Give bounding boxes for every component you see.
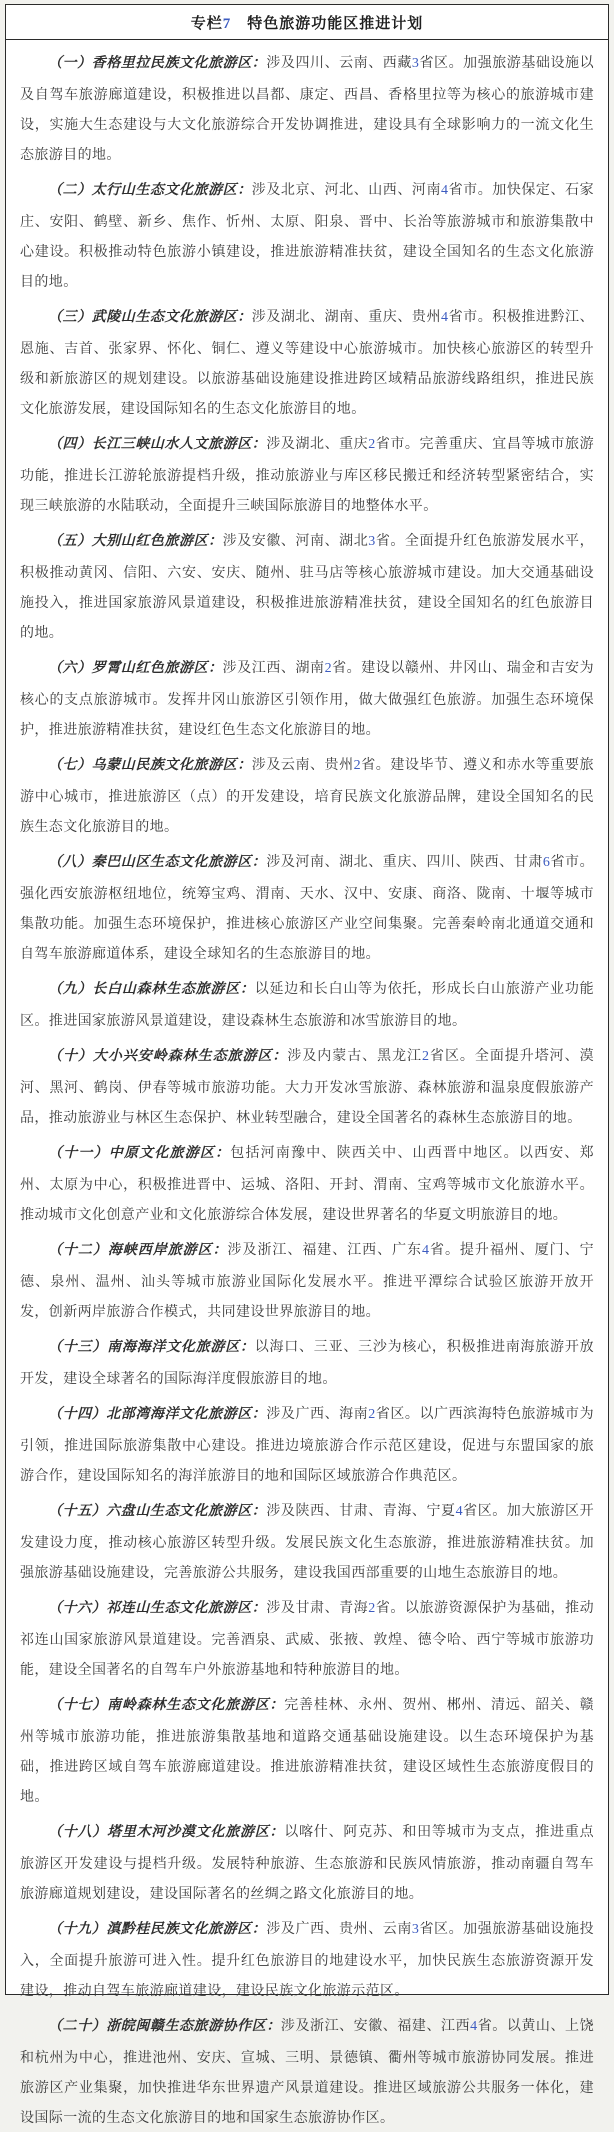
section-paragraph — [20, 2010, 594, 2132]
section-paragraph — [20, 652, 594, 744]
section-heading: （十一）中原文化旅游区： — [48, 1146, 231, 1161]
panel-box — [5, 4, 609, 2125]
section-body: 涉及四川、云南、西藏3省区。加强旅游基础设施以及自驾车旅游廊道建设，积极推进以昌都、康定、西昌、香格里拉等为核心的旅游城市建设，实施大生态建设与大文化旅游综合开发协调推进，建设具有全球影响力的一流文化生态旅游目的地。 — [20, 54, 594, 162]
section-body: 以喀什、阿克苏、和田等城市为支点，推进重点旅游区开发建设与提档升级。发展特种旅游、生态旅游和民族风情旅游，推动南疆自驾车旅游廊道规划建设，建设国际著名的丝绸之路文化旅游目的地。 — [20, 1823, 594, 1901]
section-body: 涉及云南、贵州2省。建设毕节、遵义和赤水等重要旅游中心城市，推进旅游区（点）的开发建设，培育民族文化旅游品牌，建设全国知名的民族生态文化旅游目的地。 — [20, 756, 594, 834]
section-body: 涉及浙江、安徽、福建、江西4省。以黄山、上饶和杭州为中心，推进池州、安庆、宣城、三明、景德镇、衢州等城市旅游协同发展。推进旅游区产业集聚，加快推进华东世界遗产风景道建设。推进区域旅游公共服务一体化，建设国际一流的生态文化旅游目的地和国家生态旅游协作区。 — [20, 2017, 594, 2125]
section-heading: （十六）祁连山生态文化旅游区： — [48, 1601, 267, 1616]
section-heading: （十）大小兴安岭森林生态旅游区： — [48, 1049, 288, 1064]
section-heading: （十九）滇黔桂民族文化旅游区： — [48, 1922, 267, 1937]
section-body: 涉及北京、河北、山西、河南4省市。加快保定、石家庄、安阳、鹤壁、新乡、焦作、忻州、太原、阳泉、晋中、长治等旅游城市和旅游集散中心建设。积极推动特色旅游小镇建设，推进旅游精准扶贫，建设全国知名的生态文化旅游目的地。 — [20, 181, 594, 289]
section-paragraph — [20, 1816, 594, 1908]
section-paragraph — [20, 428, 594, 520]
section-body: 涉及湖北、重庆2省市。完善重庆、宜昌等城市旅游功能，推进长江游轮旅游提档升级，推动旅游业与库区移民搬迁和经济转型紧密结合，实现三峡旅游的水陆联动，全面提升三峡国际旅游目的地整体水平。 — [20, 435, 594, 513]
section-paragraph — [20, 301, 594, 423]
section-paragraph — [20, 973, 594, 1035]
section-body: 涉及内蒙古、黑龙江2省区。全面提升塔河、漠河、黑河、鹤岗、伊春等城市旅游功能。大力开发冰雪旅游、森林旅游和温泉度假旅游产品，推动旅游业与林区生态保护、林业转型融合，建设全国著名的森林生态旅游目的地。 — [20, 1047, 595, 1125]
section-heading: （十二）海峡西岸旅游区： — [48, 1243, 228, 1258]
section-body: 以延边和长白山等为依托，形成长白山旅游产业功能区。推进国家旅游风景道建设，建设森林生态旅游和冰雪旅游目的地。 — [20, 980, 594, 1028]
section-heading: （十八）塔里木河沙漠文化旅游区： — [48, 1825, 285, 1840]
section-body: 涉及安徽、河南、湖北3省。全面提升红色旅游发展水平，积极推动黄冈、信阳、六安、安庆、随州、驻马店等核心旅游城市建设。加大交通基础设施投入，推进国家旅游风景道建设，积极推进旅游精准扶贫，建设全国知名的红色旅游目的地。 — [20, 532, 594, 640]
section-body: 以海口、三亚、三沙为核心，积极推进南海旅游开放开发，建设全球著名的国际海洋度假旅游目的地。 — [20, 1338, 594, 1386]
section-paragraph — [20, 1913, 594, 2005]
section-heading: （十四）北部湾海洋文化旅游区： — [48, 1407, 267, 1422]
section-heading: （十三）南海海洋文化旅游区： — [48, 1340, 255, 1355]
panel-title: 专栏7 特色旅游功能区推进计划 — [6, 5, 608, 40]
section-paragraph — [20, 749, 594, 841]
section-paragraph — [20, 1495, 594, 1587]
section-heading: （十七）南岭森林生态文化旅游区： — [48, 1698, 285, 1713]
section-paragraph — [20, 1592, 594, 1684]
section-paragraph — [20, 174, 594, 296]
section-heading: （二十）浙皖闽赣生态旅游协作区： — [48, 2019, 281, 2034]
section-heading: （八）秦巴山区生态文化旅游区： — [48, 855, 267, 870]
section-paragraph — [20, 1137, 594, 1229]
section-body: 包括河南豫中、陕西关中、山西晋中地区。以西安、郑州、太原为中心，积极推进晋中、运城、洛阳、开封、渭南、宝鸡等城市文化旅游水平。推动城市文化创意产业和文化旅游综合体发展，建设世界著名的华夏文明旅游目的地。 — [20, 1144, 594, 1222]
section-body: 涉及陕西、甘肃、青海、宁夏4省区。加大旅游区开发建设力度，推动核心旅游区转型升级。发展民族文化生态旅游，推进旅游精准扶贫。加强旅游基础设施建设，完善旅游公共服务，建设我国西部重要的山地生态旅游目的地。 — [20, 1502, 594, 1580]
section-heading: （五）大别山红色旅游区： — [48, 534, 223, 549]
section-paragraph — [20, 1234, 594, 1326]
section-body: 涉及广西、贵州、云南3省区。加强旅游基础设施投入，全面提升旅游可进入性。提升红色旅游目的地建设水平，加快民族生态旅游资源开发建设，推动自驾车旅游廊道建设，建设民族文化旅游示范区。 — [20, 1920, 594, 1998]
section-body: 涉及江西、湖南2省。建设以赣州、井冈山、瑞金和吉安为核心的支点旅游城市。发挥井冈山旅游区引领作用，做大做强红色旅游。加强生态环境保护，推进旅游精准扶贫，建设红色生态文化旅游目的地。 — [20, 659, 594, 737]
section-body: 涉及甘肃、青海2省。以旅游资源保护为基础，推动祁连山国家旅游风景道建设。完善酒泉、武威、张掖、敦煌、德令哈、西宁等城市旅游功能，建设全国著名的自驾车户外旅游基地和特种旅游目的地。 — [20, 1599, 594, 1677]
section-body: 涉及湖北、湖南、重庆、贵州4省市。积极推进黔江、恩施、吉首、张家界、怀化、铜仁、遵义等建设中心旅游城市。加快核心旅游区的转型升级和新旅游区的规划建设。以旅游基础设施建设推进跨区域精品旅游线路组织，推进民族文化旅游发展，建设国际知名的生态文化旅游目的地。 — [20, 308, 594, 416]
section-paragraph — [20, 1398, 594, 1490]
section-body: 完善桂林、永州、贺州、郴州、清远、韶关、赣州等城市旅游功能，推进旅游集散基地和道路交通基础设施建设。以生态环境保护为基础，推进跨区域自驾车旅游廊道建设。推进旅游精准扶贫，建设区域性生态旅游度假目的地。 — [20, 1696, 594, 1804]
section-paragraph — [20, 47, 594, 169]
section-paragraph — [20, 1689, 594, 1811]
section-heading: （三）武陵山生态文化旅游区： — [48, 310, 252, 325]
section-body: 涉及广西、海南2省区。以广西滨海特色旅游城市为引领，推进国际旅游集散中心建设。推进边境旅游合作示范区建设，促进与东盟国家的旅游合作，建设国际知名的海洋旅游目的地和国际区域旅游合作典范区。 — [20, 1405, 594, 1483]
section-heading: （四）长江三峡山水人文旅游区： — [48, 437, 267, 452]
section-heading: （十五）六盘山生态文化旅游区： — [48, 1504, 267, 1519]
section-body: 涉及河南、湖北、重庆、四川、陕西、甘肃6省市。强化西安旅游枢纽地位，统筹宝鸡、渭南、天水、汉中、安康、商洛、陇南、十堰等城市集散功能。加强生态环境保护，推进核心旅游区产业空间集聚。完善秦岭南北通道交通和自驾车旅游廊道体系，建设全球知名的生态旅游目的地。 — [20, 853, 594, 961]
section-heading: （九）长白山森林生态旅游区： — [48, 982, 255, 997]
section-paragraph — [20, 525, 594, 647]
section-heading: （六）罗霄山红色旅游区： — [48, 661, 223, 676]
section-paragraph — [20, 846, 594, 968]
panel-body — [6, 40, 608, 2132]
section-paragraph — [20, 1040, 594, 1132]
section-heading: （七）乌蒙山民族文化旅游区： — [48, 758, 252, 773]
section-heading: （一）香格里拉民族文化旅游区： — [48, 56, 267, 71]
section-body: 涉及浙江、福建、江西、广东4省。提升福州、厦门、宁德、泉州、温州、汕头等城市旅游业国际化发展水平。推进平潭综合试验区旅游开放开发，创新两岸旅游合作模式，共同建设世界旅游目的地。 — [20, 1241, 594, 1319]
section-paragraph — [20, 1331, 594, 1393]
section-heading: （二）太行山生态文化旅游区： — [48, 183, 252, 198]
